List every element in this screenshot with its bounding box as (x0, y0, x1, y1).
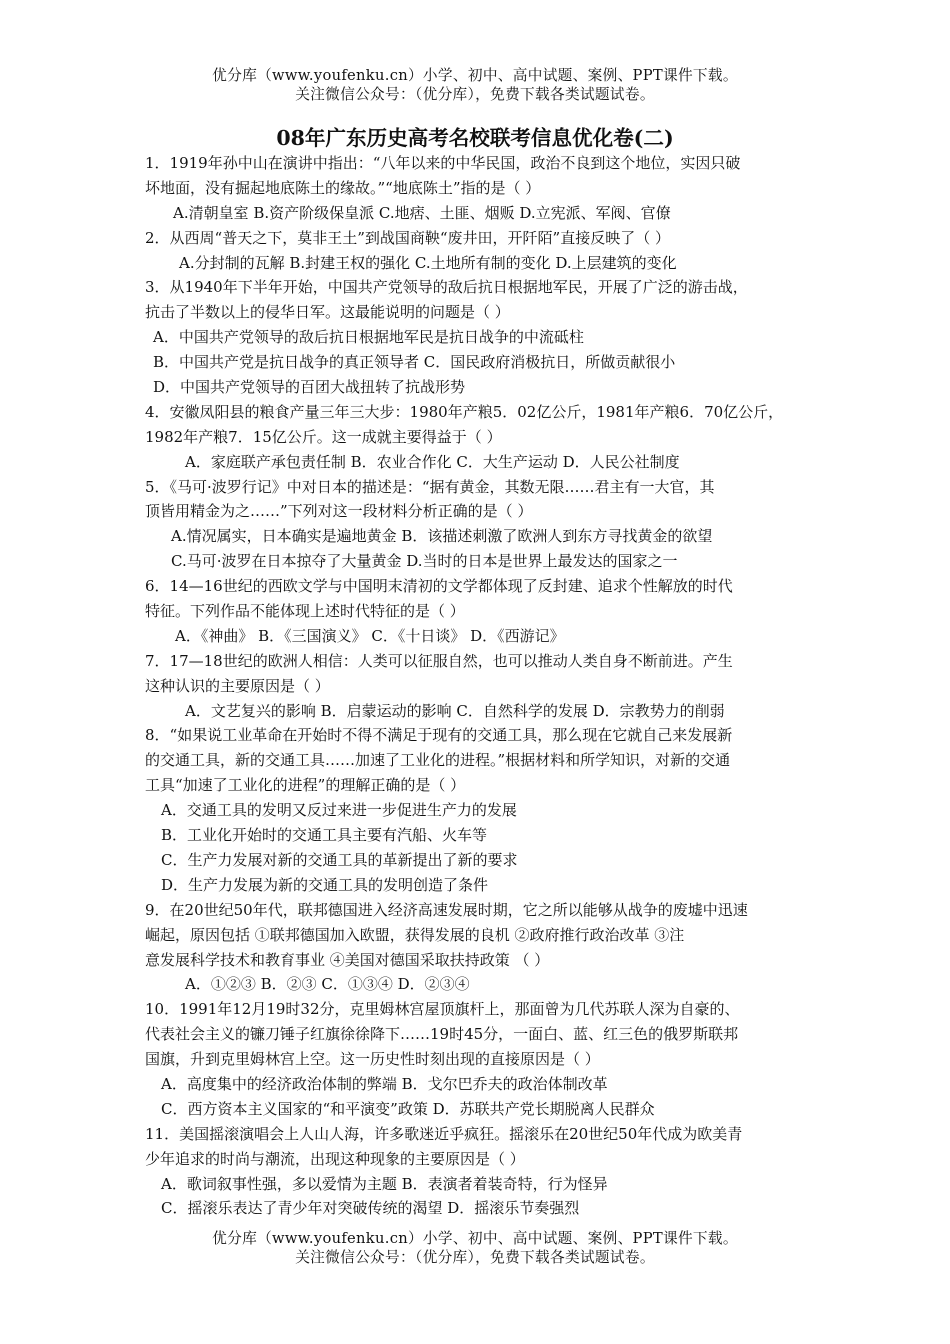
footer-line-1: 优分库（www.youfenku.cn）小学、初中、高中试题、案例、PPT课件下载。 (212, 1230, 738, 1247)
answer-options-line: A.清朝皇室 B.资产阶级保皇派 C.地痞、土匪、烟贩 D.立宪派、军阀、官僚 (173, 203, 671, 222)
question-text-line: 10．1991年12月19时32分，克里姆林宫屋顶旗杆上，那面曾为几代苏联人深为自豪的、 (145, 1000, 740, 1019)
question-text-line: 崛起，原因包括 ①联邦德国加入欧盟，获得发展的良机 ②政府推行政治改革 ③注 (145, 925, 685, 944)
question-text-line: 9．在20世纪50年代，联邦德国进入经济高速发展时期，它之所以能够从战争的废墟中迅速 (145, 900, 748, 919)
answer-options-line: B．工业化开始时的交通工具主要有汽船、火车等 (161, 826, 488, 845)
question-body (145, 151, 815, 1221)
question-text-line: 意发展科学技术和教育事业 ④美国对德国采取扶持政策 （ ） (145, 950, 550, 969)
question-text-line: 3．从1940年下半年开始，中国共产党领导的敌后抗日根据地军民，开展了广泛的游击战， (145, 278, 748, 297)
answer-options-line: C.马可·波罗在日本掠夺了大量黄金 D.当时的日本是世界上最发达的国家之一 (171, 552, 678, 571)
answer-options-line: A．歌词叙事性强，多以爱情为主题 B．表演者着装奇特，行为怪异 (161, 1174, 608, 1193)
question-text-line: 坏地面，没有掘起地底陈土的缘故。”“地底陈土”指的是（ ） (145, 178, 541, 197)
question-text-line: 特征。下列作品不能体现上述时代特征的是（ ） (145, 602, 465, 621)
question-text-line: 抗击了半数以上的侵华日军。这最能说明的问题是（ ） (145, 303, 510, 322)
footer-line-2: 关注微信公众号：（优分库），免费下载各类试题试卷。 (295, 1249, 655, 1266)
question-text-line: 11．美国摇滚演唱会上人山人海，许多歌迷近乎疯狂。摇滚乐在20世纪50年代成为欧美青 (145, 1124, 743, 1143)
answer-options-line: A.情况属实，日本确实是遍地黄金 B．该描述刺激了欧洲人到东方寻找黄金的欲望 (171, 527, 713, 546)
question-text-line: 4．安徽凤阳县的粮食产量三年三大步：1980年产粮5．02亿公斤，1981年产粮6．70亿公斤， (145, 402, 784, 421)
answer-options-line: A．高度集中的经济政治体制的弊端 B．戈尔巴乔夫的政治体制改革 (161, 1074, 608, 1093)
question-text-line: 国旗，升到克里姆林宫上空。这一历史性时刻出现的直接原因是（ ） (145, 1050, 600, 1069)
question-text-line: 代表社会主义的镰刀锤子红旗徐徐降下……19时45分，一面白、蓝、红三色的俄罗斯联邦 (145, 1025, 739, 1044)
answer-options-line: A．中国共产党领导的敌后抗日根据地军民是抗日战争的中流砥柱 (153, 328, 584, 347)
answer-options-line: A．①②③ B．②③ C．①③④ D．②③④ (185, 975, 470, 994)
answer-options-line: A．文艺复兴的影响 B．启蒙运动的影响 C．自然科学的发展 D．宗教势力的削弱 (185, 701, 725, 720)
document-title: 08年广东历史高考名校联考信息优化卷(二) (276, 126, 674, 150)
answer-options-line: C．摇滚乐表达了青少年对突破传统的渴望 D．摇滚乐节奏强烈 (161, 1199, 580, 1218)
question-text-line: 1．1919年孙中山在演讲中指出：“八年以来的中华民国，政治不良到这个地位，实因只破 (145, 154, 741, 172)
header-line-2: 关注微信公众号：（优分库），免费下载各类试题试卷。 (295, 86, 655, 103)
question-text-line: 的交通工具，新的交通工具……加速了工业化的进程。”根据材料和所学知识，对新的交通 (145, 751, 731, 770)
question-text-line: 这种认识的主要原因是（ ） (145, 676, 330, 695)
question-text-line: 5．《马可·波罗行记》中对日本的描述是：“据有黄金，其数无限……君主有一大官，其 (145, 477, 715, 496)
question-text-line: 工具“加速了工业化的进程”的理解正确的是（ ） (145, 776, 466, 795)
answer-options-line: D．中国共产党领导的百团大战扭转了抗战形势 (153, 378, 466, 397)
answer-options-line: A．家庭联产承包责任制 B．农业合作化 C．大生产运动 D．人民公社制度 (185, 452, 680, 471)
answer-options-line: C．生产力发展对新的交通工具的革新提出了新的要求 (161, 850, 518, 869)
page-footer (0, 1229, 950, 1267)
question-text-line: 少年追求的时尚与潮流，出现这种现象的主要原因是（ ） (145, 1149, 525, 1168)
question-text-line: 7．17—18世纪的欧洲人相信：人类可以征服自然，也可以推动人类自身不断前进。产生 (145, 651, 733, 670)
answer-options-line: D．生产力发展为新的交通工具的发明创造了条件 (161, 875, 489, 894)
answer-options-line: A．《神曲》 B．《三国演义》 C．《十日谈》 D．《西游记》 (175, 626, 565, 645)
question-text-line: 6．14—16世纪的西欧文学与中国明末清初的文学都体现了反封建、追求个性解放的时代 (145, 577, 733, 596)
question-text-line: 8．“如果说工业革命在开始时不得不满足于现有的交通工具，那么现在它就自己来发展新 (145, 726, 733, 745)
question-text-line: 2．从西周“普天之下，莫非王土”到战国商鞅“废井田，开阡陌”直接反映了（ ） (145, 228, 670, 247)
answer-options-line: C．西方资本主义国家的“和平演变”政策 D．苏联共产党长期脱离人民群众 (161, 1099, 655, 1118)
header-line-1: 优分库（www.youfenku.cn）小学、初中、高中试题、案例、PPT课件下载。 (212, 67, 738, 84)
question-text-line: 顶皆用精金为之……”下列对这一段材料分析正确的是（ ） (145, 502, 533, 521)
answer-options-line: A.分封制的瓦解 B.封建王权的强化 C.土地所有制的变化 D.上层建筑的变化 (179, 253, 677, 272)
answer-options-line: B．中国共产党是抗日战争的真正领导者 C．国民政府消极抗日，所做贡献很小 (153, 353, 676, 372)
page-header (0, 66, 950, 104)
question-text-line: 1982年产粮7．15亿公斤。这一成就主要得益于（ ） (145, 427, 502, 446)
answer-options-line: A．交通工具的发明又反过来进一步促进生产力的发展 (161, 801, 517, 820)
